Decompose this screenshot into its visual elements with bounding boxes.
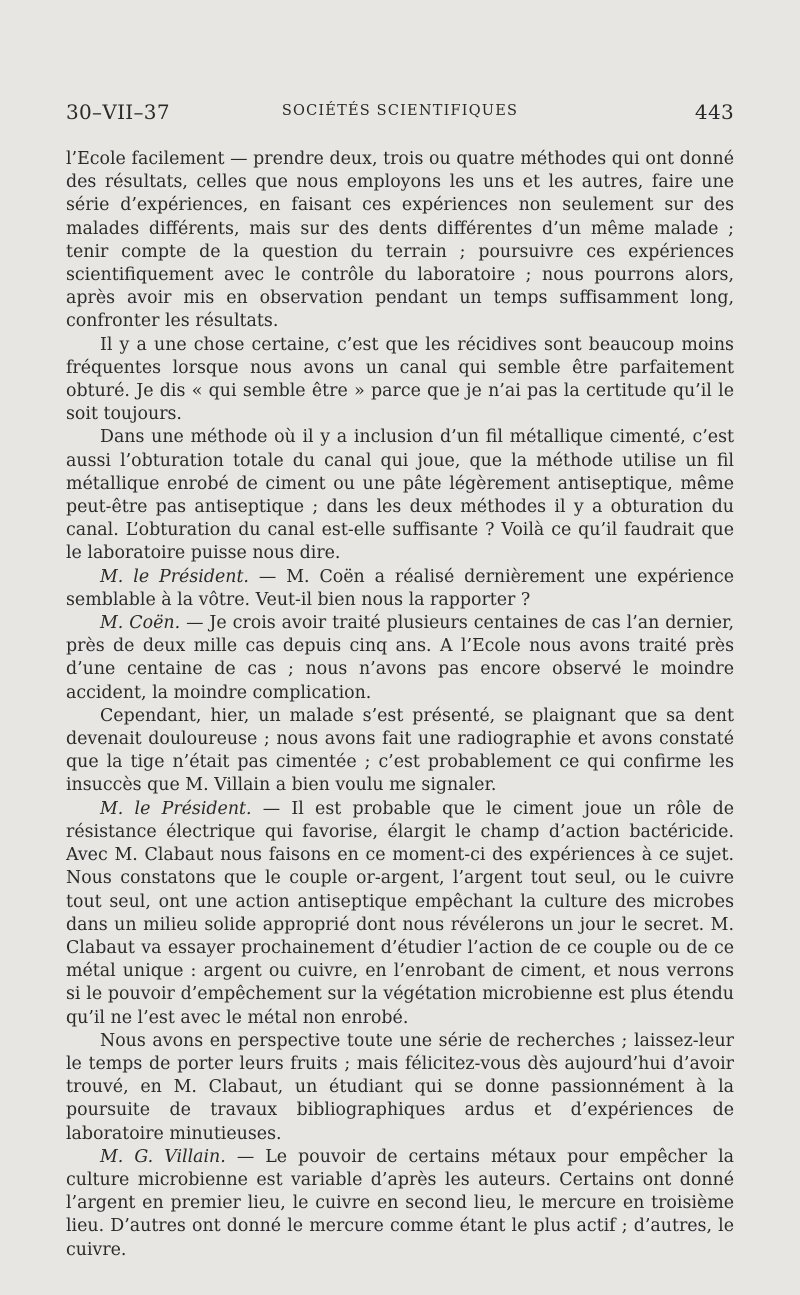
- paragraph-text: Il y a une chose certaine, c’est que les récidives sont beaucoup moins fréquentes lorsque nous avons un canal qui semble être parfaitement obturé. Je dis « qui semble être » parce que je n’ai pas la certitude qu’il le soit toujours.: [66, 334, 734, 425]
- speaker-name: M. G. Villain.: [100, 1146, 226, 1167]
- paragraph-6: [66, 705, 734, 798]
- header-date: 30–VII–37: [66, 100, 170, 124]
- header-title: SOCIÉTÉS SCIENTIFIQUES: [281, 103, 519, 119]
- paragraph-text: — M. Coën a réalisé dernièrement une expérience semblable à la vôtre. Veut-il bien nous la rapporter ?: [66, 566, 734, 610]
- paragraph-7: [66, 798, 734, 1030]
- paragraph-4: [66, 566, 734, 612]
- paragraph-text: l’Ecole facilement — prendre deux, trois ou quatre méthodes qui ont donné des résultats, celles que nous employons les uns et les autres, faire une série d’expériences, en faisant ces expériences non seulement sur des malades différents, mais sur des dents différentes d’un même malade ; tenir compte de la question du terrain ; poursuivre ces expériences scientifiquement avec le contrôle du laboratoire ; nous pourrons alors, après avoir mis en observation pendant un temps suffisamment long, confronter les résultats.: [66, 149, 734, 332]
- paragraph-text: Nous avons en perspective toute une série de recherches ; laissez-leur le temps de porter leurs fruits ; mais félicitez-vous dès aujourd’hui d’avoir trouvé, en M. Clabaut, un étudiant qui se donne passionnément à la poursuite de travaux bibliographiques ardus et d’expériences de laboratoire minutieuses.: [66, 1030, 734, 1144]
- paragraph-text: Cependant, hier, un malade s’est présenté, se plaignant que sa dent devenait douloureuse ; nous avons fait une radiographie et avons constaté que la tige n’était pas cimentée ; c’est probablement ce qui confirme les insuccès que M. Villain a bien voulu me signaler.: [66, 705, 734, 796]
- paragraph-text: — Le pouvoir de certains métaux pour empêcher la culture microbienne est variable d’après les auteurs. Certains ont donné l’argent en premier lieu, le cuivre en second lieu, le mercure en troisième lieu. D’autres ont donné le mercure comme étant le plus actif ; d’autres, le cuivre.: [66, 1146, 734, 1260]
- speaker-name: M. le Président.: [100, 566, 249, 587]
- speaker-name: M. le Président.: [100, 798, 252, 819]
- paragraph-9: [66, 1146, 734, 1262]
- page-number: 443: [694, 100, 734, 124]
- speaker-name: M. Coën.: [100, 613, 181, 634]
- paragraph-3: [66, 426, 734, 565]
- paragraph-5: [66, 612, 734, 705]
- paragraph-1: [66, 148, 734, 334]
- paragraph-8: [66, 1030, 734, 1146]
- body-text: [66, 148, 734, 1262]
- paragraph-text: — Je crois avoir traité plusieurs centaines de cas l’an dernier, près de deux mille cas depuis cinq ans. A l’Ecole nous avons traité près d’une centaine de cas ; nous n’avons pas encore observé le moindre accident, la moindre complication.: [66, 613, 734, 703]
- running-head: [66, 100, 734, 128]
- paragraph-text: — Il est probable que le ciment joue un rôle de résistance électrique qui favorise, élargit le champ d’action bactéricide. Avec M. Clabaut nous faisons en ce moment-ci des expériences à ce sujet. Nous constatons que le couple or-argent, l’argent tout seul, ou le cuivre tout seul, ont une action antiseptique empêchant la culture des microbes dans un milieu solide approprié dont nous révélerons un jour le secret. M. Clabaut va essayer prochainement d’étudier l’action de ce couple ou de ce métal unique : argent ou cuivre, en l’enrobant de ciment, et nous verrons si le pouvoir d’empêchement sur la végétation microbienne est plus étendu qu’il ne l’est avec le métal non enrobé.: [66, 798, 734, 1028]
- paragraph-2: [66, 334, 734, 427]
- paragraph-text: Dans une méthode où il y a inclusion d’un fil métallique cimenté, c’est aussi l’obturation totale du canal qui joue, que la méthode utilise un fil métallique enrobé de ciment ou une pâte légèrement antiseptique, même peut-être pas antiseptique ; dans les deux méthodes il y a obturation du canal. L’obturation du canal est-elle suffisante ? Voilà ce qu’il faudrait que le laboratoire puisse nous dire.: [66, 427, 734, 564]
